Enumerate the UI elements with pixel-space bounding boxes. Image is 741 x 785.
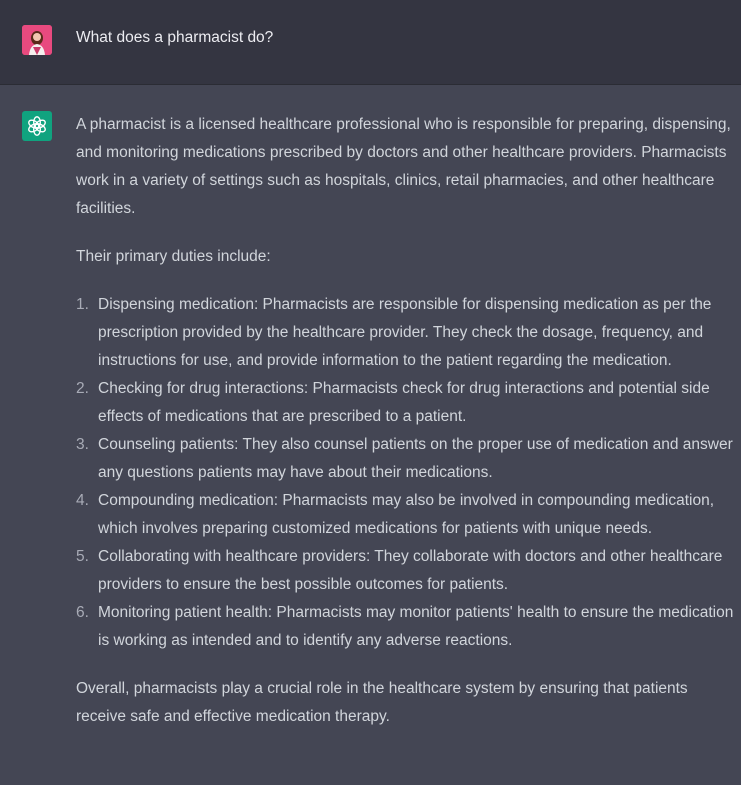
list-item-text: Collaborating with healthcare providers: They collaborate with doctors and other healthcare providers to ensure the best possible outcomes for patients. [98,548,723,593]
user-message-row [0,0,741,85]
list-item-number: 3. [76,436,89,453]
list-item-text: Checking for drug interactions: Pharmacists check for drug interactions and potential side effects of medications that are prescribed to a patient. [98,380,710,425]
user-avatar [22,25,52,55]
duties-heading: Their primary duties include: [76,248,271,265]
list-item-text: Dispensing medication: Pharmacists are responsible for dispensing medication as per the prescription provided by the healthcare provider. They check the dosage, frequency, and instructions for use, and provide information to the patient regarding the medication. [98,296,712,369]
assistant-message-content [76,111,736,751]
list-item [76,543,736,599]
list-item-text: Compounding medication: Pharmacists may also be involved in compounding medication, which involves preparing customized medications for patients with unique needs. [98,492,715,537]
list-item [76,599,736,655]
list-item [76,291,736,375]
assistant-message-row [0,85,741,785]
list-item-number: 5. [76,548,89,565]
conclusion-paragraph: Overall, pharmacists play a crucial role in the healthcare system by ensuring that patients receive safe and effective medication therapy. [76,680,688,725]
list-item-text: Counseling patients: They also counsel patients on the proper use of medication and answer any questions patients may have about their medications. [98,436,733,481]
list-item-text: Monitoring patient health: Pharmacists may monitor patients' health to ensure the medication is working as intended and to identify any adverse reactions. [98,604,734,649]
list-item-number: 1. [76,296,89,313]
assistant-avatar [22,111,52,141]
list-item-number: 6. [76,604,89,621]
list-item-number: 2. [76,380,89,397]
chatgpt-logo-icon [26,115,48,137]
intro-paragraph: A pharmacist is a licensed healthcare professional who is responsible for preparing, dispensing, and monitoring medications prescribed by doctors and other healthcare providers. Pharmacists work in a variety of settings such as hospitals, clinics, retail pharmacies, and other healthcare facilities. [76,116,731,217]
list-item [76,487,736,543]
list-item [76,431,736,487]
user-avatar-photo-icon [22,25,52,55]
list-item-number: 4. [76,492,89,509]
duties-list [76,291,736,655]
list-item [76,375,736,431]
user-message-text: What does a pharmacist do? [76,29,274,46]
